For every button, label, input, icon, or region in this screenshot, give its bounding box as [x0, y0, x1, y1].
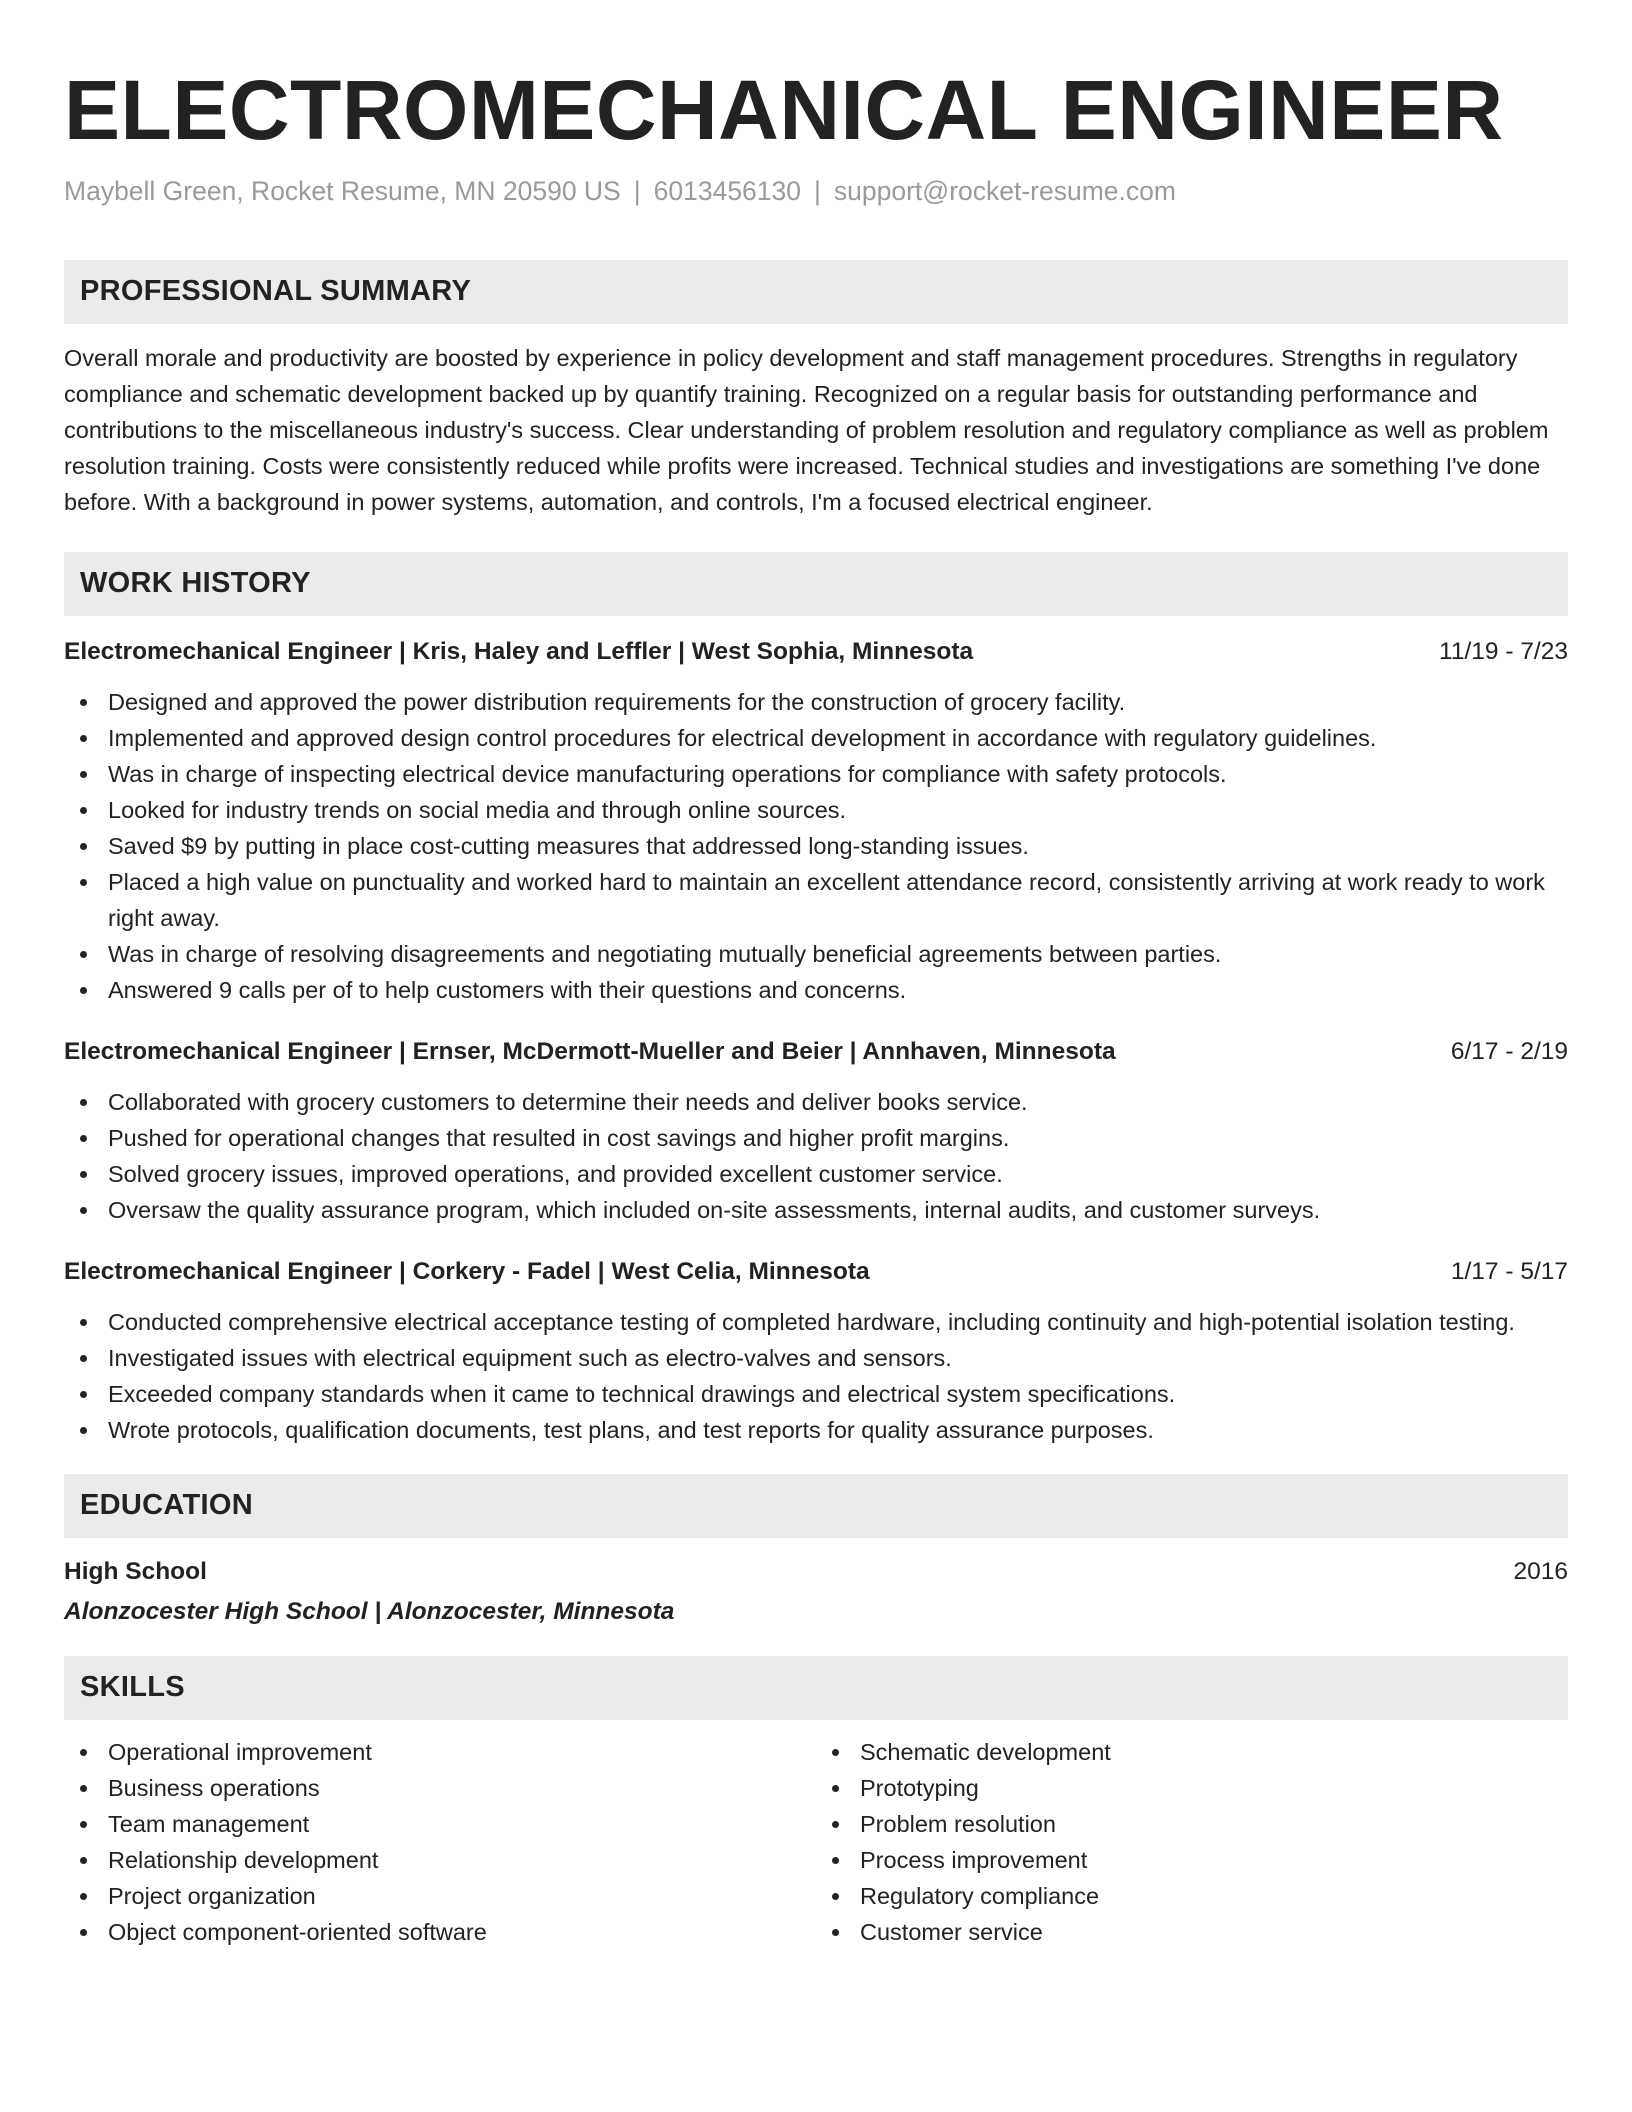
- contact-address: Maybell Green, Rocket Resume, MN 20590 US: [64, 176, 621, 206]
- job-entry: [64, 1034, 1568, 1228]
- job-bullet: Solved grocery issues, improved operations, and provided excellent customer service.: [64, 1156, 1568, 1192]
- job-title: Electromechanical Engineer | Kris, Haley and Leffler | West Sophia, Minnesota: [64, 637, 974, 665]
- section-heading-skills: SKILLS: [64, 1656, 1568, 1720]
- job-bullet: Placed a high value on punctuality and worked hard to maintain an excellent attendance record, consistently arriving at work ready to work right away.: [64, 864, 1568, 936]
- skill-item: Problem resolution: [816, 1806, 1568, 1842]
- job-bullet: Collaborated with grocery customers to determine their needs and deliver books service.: [64, 1084, 1568, 1120]
- job-bullet: Answered 9 calls per of to help customers with their questions and concerns.: [64, 972, 1568, 1008]
- skills-bullets: [816, 1734, 1568, 1950]
- job-bullet: Conducted comprehensive electrical acceptance testing of completed hardware, including continuity and high-potential isolation testing.: [64, 1304, 1568, 1340]
- job-bullet: Exceeded company standards when it came to technical drawings and electrical system specifications.: [64, 1376, 1568, 1412]
- job-bullet: Implemented and approved design control procedures for electrical development in accordance with regulatory guidelines.: [64, 720, 1568, 756]
- skills-column-left: [64, 1734, 816, 1950]
- job-bullets: [64, 1084, 1568, 1228]
- contact-phone: 6013456130: [653, 176, 802, 206]
- skill-item: Object component-oriented software: [64, 1914, 816, 1950]
- resume-title: ELECTROMECHANICAL ENGINEER: [64, 63, 1504, 157]
- contact-line: [64, 176, 1568, 208]
- job-bullet: Wrote protocols, qualification documents, test plans, and test reports for quality assurance purposes.: [64, 1412, 1568, 1448]
- job-bullet: Was in charge of inspecting electrical device manufacturing operations for compliance with safety protocols.: [64, 756, 1568, 792]
- education-degree: High School: [64, 1557, 207, 1585]
- skills-list: [64, 1734, 1568, 1950]
- skill-item: Prototyping: [816, 1770, 1568, 1806]
- summary-text: Overall morale and productivity are boosted by experience in policy development and staff management procedures. Strengths in regulatory compliance and schematic development backed up by quantify training. Recognized on a regular basis for outstanding performance and contributions to the miscellaneous industry's success. Clear understanding of problem resolution and regulatory compliance as well as problem resolution training. Costs were consistently reduced while profits were increased. Technical studies and investigations are something I've done before. With a background in power systems, automation, and controls, I'm a focused electrical engineer.: [64, 344, 1549, 515]
- job-title: Electromechanical Engineer | Corkery - Fadel | West Celia, Minnesota: [64, 1257, 870, 1285]
- skills-bullets: [64, 1734, 816, 1950]
- skill-item: Team management: [64, 1806, 816, 1842]
- skill-item: Regulatory compliance: [816, 1878, 1568, 1914]
- job-dates: 1/17 - 5/17: [1450, 1257, 1568, 1285]
- job-header: [64, 1254, 1568, 1290]
- job-dates: 6/17 - 2/19: [1450, 1037, 1568, 1065]
- job-bullet: Pushed for operational changes that resulted in cost savings and higher profit margins.: [64, 1120, 1568, 1156]
- skill-item: Operational improvement: [64, 1734, 816, 1770]
- job-entry: [64, 634, 1568, 1008]
- job-dates: 11/19 - 7/23: [1439, 637, 1568, 665]
- job-bullet: Oversaw the quality assurance program, which included on-site assessments, internal audits, and customer surveys.: [64, 1192, 1568, 1228]
- section-heading-summary: PROFESSIONAL SUMMARY: [64, 260, 1568, 324]
- education-school: Alonzocester High School | Alonzocester, Minnesota: [64, 1597, 675, 1625]
- section-heading-education: EDUCATION: [64, 1474, 1568, 1538]
- job-bullet: Investigated issues with electrical equipment such as electro-valves and sensors.: [64, 1340, 1568, 1376]
- job-title: Electromechanical Engineer | Ernser, McDermott-Mueller and Beier | Annhaven, Minnesota: [64, 1037, 1116, 1065]
- contact-separator: |: [814, 176, 821, 206]
- job-bullet: Looked for industry trends on social media and through online sources.: [64, 792, 1568, 828]
- job-bullet: Saved $9 by putting in place cost-cutting measures that addressed long-standing issues.: [64, 828, 1568, 864]
- job-bullets: [64, 1304, 1568, 1448]
- contact-email[interactable]: support@rocket-resume.com: [833, 176, 1176, 206]
- job-bullet: Designed and approved the power distribution requirements for the construction of grocery facility.: [64, 684, 1568, 720]
- job-entry: [64, 1254, 1568, 1448]
- contact-separator: |: [633, 176, 641, 206]
- skill-item: Process improvement: [816, 1842, 1568, 1878]
- job-header: [64, 1034, 1568, 1070]
- skill-item: Relationship development: [64, 1842, 816, 1878]
- skill-item: Business operations: [64, 1770, 816, 1806]
- job-bullet: Was in charge of resolving disagreements and negotiating mutually beneficial agreements between parties.: [64, 936, 1568, 972]
- skill-item: Customer service: [816, 1914, 1568, 1950]
- skill-item: Project organization: [64, 1878, 816, 1914]
- job-bullets: [64, 684, 1568, 1008]
- education-year: 2016: [1513, 1557, 1568, 1585]
- job-header: [64, 634, 1568, 670]
- education-entry: [64, 1554, 1568, 1590]
- skill-item: Schematic development: [816, 1734, 1568, 1770]
- section-heading-work-history: WORK HISTORY: [64, 552, 1568, 616]
- skills-column-right: [816, 1734, 1568, 1950]
